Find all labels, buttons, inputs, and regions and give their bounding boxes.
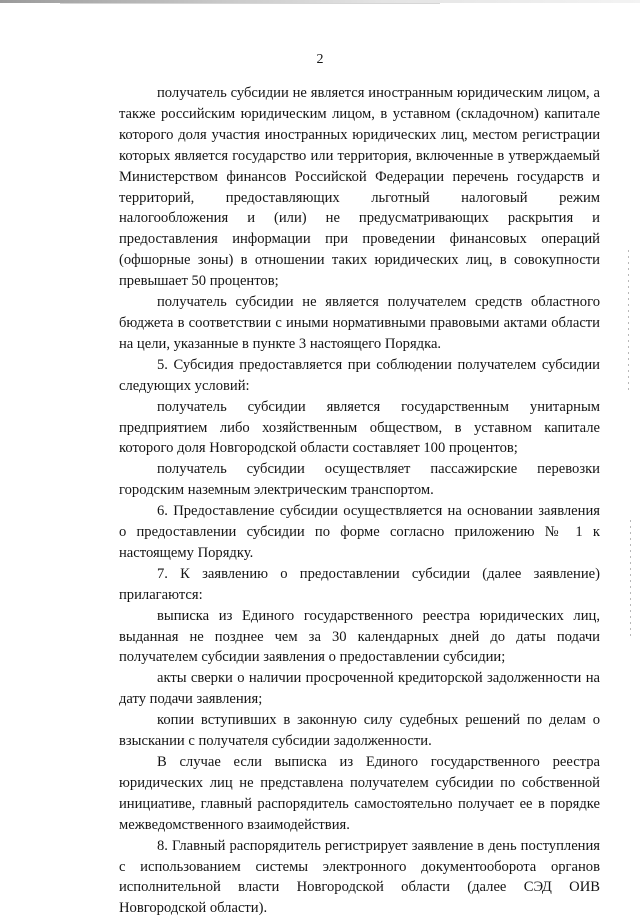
scan-top-line <box>60 3 440 4</box>
page-number: 2 <box>316 52 324 67</box>
paragraph-transport: получатель субсидии осуществляет пассажирские перевозки городским наземным электрическим транспортом. <box>119 461 600 499</box>
scan-margin-mark <box>630 520 631 640</box>
paragraph-unitary-enterprise: получатель субсидии является государственным унитарным предприятием либо хозяйственным обществом, в уставном капитале которого доля Новгородской области составляет 100 процентов; <box>119 398 600 457</box>
paragraph-item-5: 5. Субсидия предоставляется при соблюдении получателем субсидии следующих условий: <box>119 356 600 394</box>
paragraph-item-7: 7. К заявлению о предоставлении субсидии (далее заявление) прилагаются: <box>119 565 600 603</box>
paragraph-reconciliation-acts: акты сверки о наличии просроченной кредиторской задолженности на дату подачи заявления; <box>119 670 600 708</box>
paragraph-interagency: В случае если выписка из Единого государственного реестра юридических лиц не представлена получателем субсидии по собственной инициативе, главный распорядитель самостоятельно получает ее в порядке межведомственного взаимодействия. <box>119 754 600 833</box>
document-body <box>119 83 600 919</box>
paragraph-other-budget: получатель субсидии не является получателем средств областного бюджета в соответствии с иными нормативными правовыми актами области на цели, указанные в пункте 3 настоящего Порядка. <box>119 294 600 352</box>
scan-margin-mark <box>628 250 629 390</box>
paragraph-item-6: 6. Предоставление субсидии осуществляется на основании заявления о предоставлении субсидии по форме согласно приложению № 1 к настоящему Порядку. <box>119 503 600 561</box>
paragraph-registry-extract: выписка из Единого государственного реестра юридических лиц, выданная не позднее чем за 30 календарных дней до даты подачи получателем субсидии заявления о предоставлении субсидии; <box>119 607 600 666</box>
paragraph-court-decisions: копии вступивших в законную силу судебных решений по делам о взыскании с получателя субсидии задолженности. <box>119 712 600 750</box>
paragraph-item-8: 8. Главный распорядитель регистрирует заявление в день поступления с использованием системы электронного документооборота органов исполнительной власти Новгородской области (далее СЭД ОИВ Новгородской области). <box>119 837 600 917</box>
paragraph-foreign-entity: получатель субсидии не является иностранным юридическим лицом, а также российским юридическим лицом, в уставном (складочном) капитале которого доля участия иностранных юридических лиц, местом регистрации которых является государство или территория, включенные в утверждаемый Министерством финансов Российской Федерации перечень государств и территорий, предоставляющих льготный налоговый режим налогообложения и (или) не предусматривающих раскрытия и предоставления информации при проведении финансовых операций (офшорные зоны) в отношении таких юридических лиц, в совокупности превышает 50 процентов; <box>119 85 600 290</box>
